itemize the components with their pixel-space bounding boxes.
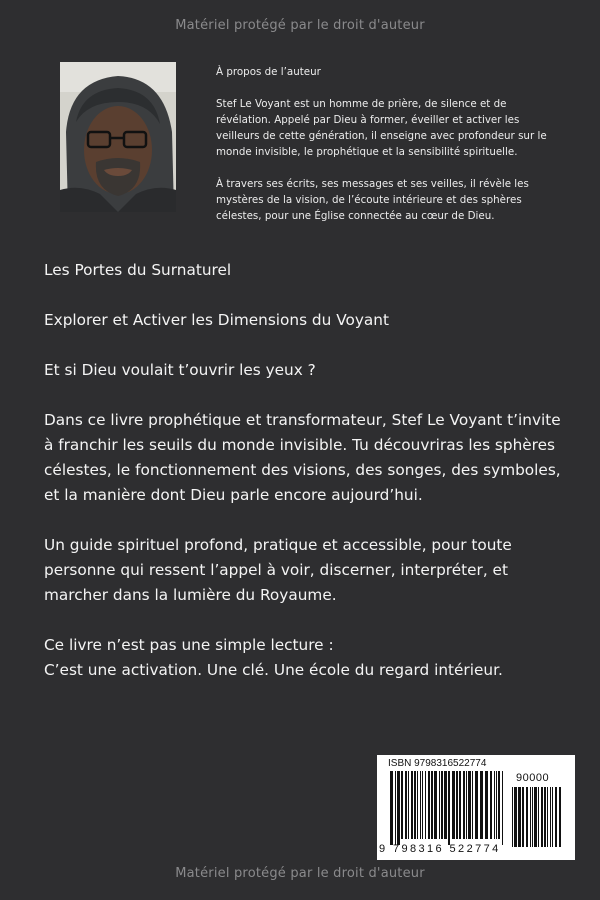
barcode-bar xyxy=(397,771,400,845)
barcode-bar xyxy=(417,771,418,839)
barcode-bar xyxy=(434,771,437,839)
barcode-bar xyxy=(395,771,396,845)
barcode-bar xyxy=(463,771,465,839)
barcode-bar xyxy=(544,787,546,847)
isbn-digits: 9 798316 522774 xyxy=(379,843,501,855)
barcode-bar xyxy=(494,771,495,839)
barcode-bar xyxy=(441,771,443,839)
barcode-bar xyxy=(422,771,423,839)
barcode-bar xyxy=(444,771,447,839)
barcode-bar xyxy=(530,787,531,847)
about-author-paragraph-2: À travers ses écrits, ses messages et ses veilles, il révèle les mystères de la vision, de l’écoute intérieure et des sphères célestes, pour une Église connectée au cœur de Dieu. xyxy=(216,178,529,222)
barcode-bar xyxy=(411,771,413,839)
barcode-bar xyxy=(452,771,455,839)
author-photo xyxy=(60,62,176,212)
barcode-bar xyxy=(401,771,403,839)
barcode-bar xyxy=(496,771,497,839)
barcode-bar xyxy=(522,787,524,847)
barcode-bar xyxy=(456,771,458,839)
barcode-bar xyxy=(405,771,407,839)
ean-barcode xyxy=(389,771,507,845)
barcode-bar xyxy=(559,787,561,847)
barcode-bar xyxy=(502,771,503,845)
barcode-bar xyxy=(390,771,393,845)
book-subtitle: Explorer et Activer les Dimensions du Voyant xyxy=(44,311,389,329)
barcode-bar xyxy=(541,787,543,847)
book-description-1: Dans ce livre prophétique et transformateur, Stef Le Voyant t’invite à franchir les seuils du monde invisible. Tu découvriras les sphères célestes, le fonctionnement des visions, des songes, des symboles, et la manière dont Dieu parle encore aujourd’hui. xyxy=(44,411,561,504)
back-cover-blurb xyxy=(44,258,564,683)
barcode-bar xyxy=(448,771,450,845)
isbn-label: ISBN 9798316522774 xyxy=(388,758,487,769)
barcode-bar xyxy=(547,787,548,847)
barcode-bar xyxy=(414,771,416,839)
barcode-bar xyxy=(485,771,488,839)
barcode-bar xyxy=(552,787,553,847)
book-description-2: Un guide spirituel profond, pratique et accessible, pour toute personne qui ressent l’appel à voir, discerner, interpréter, et marcher dans la lumière du Royaume. xyxy=(44,536,512,604)
barcode-bar xyxy=(532,787,533,847)
barcode-bar xyxy=(490,771,492,839)
barcode-bar xyxy=(439,771,440,839)
barcode-bar xyxy=(431,771,433,839)
book-closing-line-1: Ce livre n’est pas une simple lecture : xyxy=(44,636,334,654)
barcode-bar xyxy=(480,771,483,839)
barcode-bar xyxy=(534,787,537,847)
barcode-bar xyxy=(468,771,471,839)
barcode-bar xyxy=(420,771,421,839)
isbn-barcode-box xyxy=(377,755,575,860)
barcode-bar xyxy=(550,787,551,847)
barcode-bar xyxy=(466,771,467,839)
barcode-bar xyxy=(514,787,517,847)
about-author-heading: À propos de l’auteur xyxy=(216,66,321,78)
copyright-watermark-top: Matériel protégé par le droit d'auteur xyxy=(175,18,425,33)
barcode-bar xyxy=(538,787,539,847)
about-author-paragraph-1: Stef Le Voyant est un homme de prière, de silence et de révélation. Appelé par Dieu à former, éveiller et activer les veilleurs de cette génération, il enseigne avec profondeur sur le monde invisible, le prophétique et la sensibilité spirituelle. xyxy=(216,98,547,158)
about-author-section xyxy=(216,64,561,224)
barcode-bar xyxy=(472,771,473,839)
barcode-bar xyxy=(526,787,528,847)
barcode-bar xyxy=(425,771,426,839)
price-addon-barcode xyxy=(511,787,563,853)
book-closing-line-2: C’est une activation. Une clé. Une école du regard intérieur. xyxy=(44,661,503,679)
barcode-bar xyxy=(498,771,500,839)
copyright-watermark-bottom: Matériel protégé par le droit d'auteur xyxy=(175,866,425,881)
price-code: 90000 xyxy=(516,772,550,784)
barcode-bar xyxy=(475,771,478,839)
barcode-bar xyxy=(428,771,430,839)
barcode-bar xyxy=(459,771,461,839)
barcode-bar xyxy=(512,787,513,847)
book-title: Les Portes du Surnaturel xyxy=(44,261,232,279)
barcode-bar xyxy=(555,787,557,847)
barcode-bar xyxy=(518,787,521,847)
barcode-bar xyxy=(408,771,409,839)
book-hook: Et si Dieu voulait t’ouvrir les yeux ? xyxy=(44,361,316,379)
